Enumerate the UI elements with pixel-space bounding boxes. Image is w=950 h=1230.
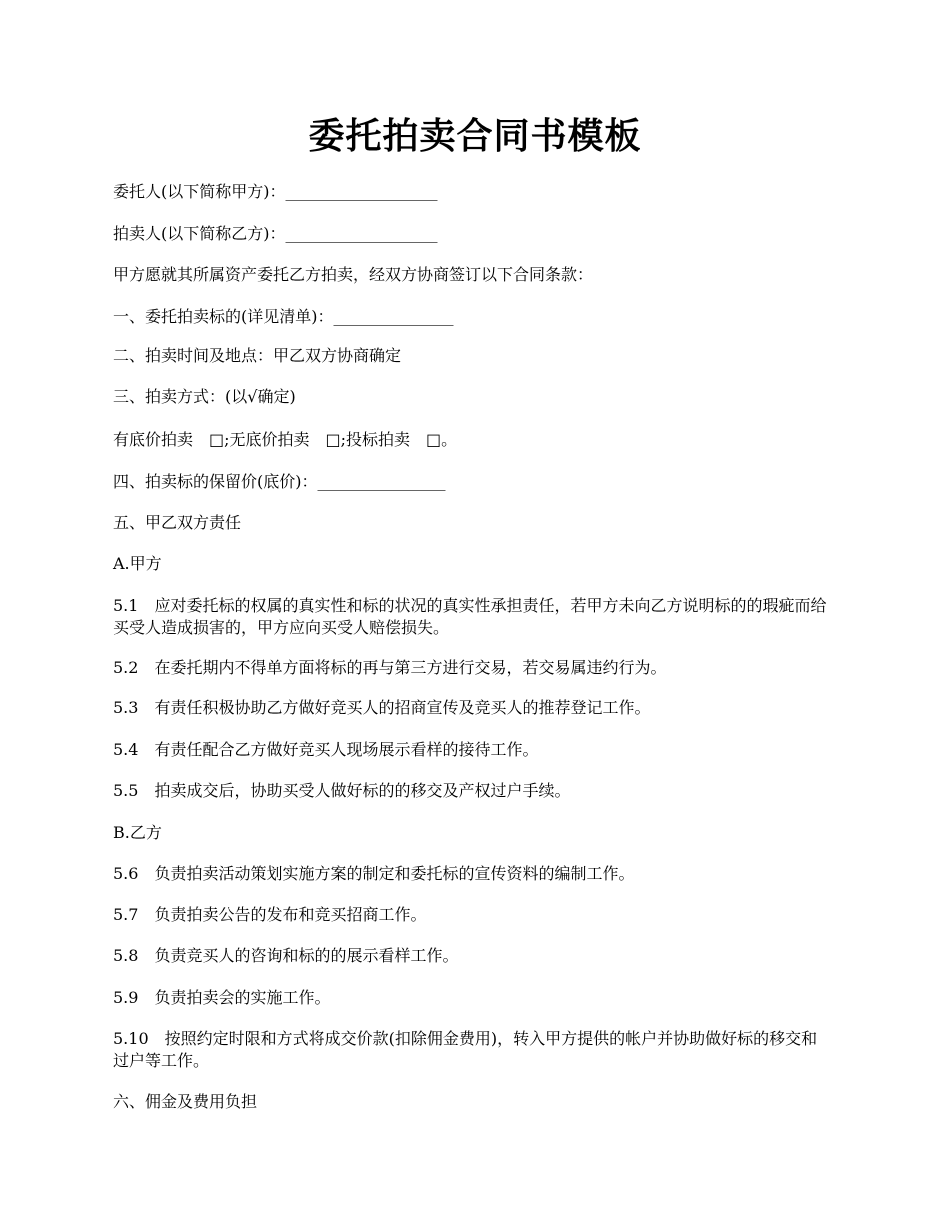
- clause-5-9: 5.9 负责拍卖会的实施工作。: [113, 988, 331, 1007]
- clause-1-subject: 一、委托拍卖标的(详见清单)：_______________: [113, 307, 454, 326]
- clause-intro: 甲方愿就其所属资产委托乙方拍卖，经双方协商签订以下合同条款：: [113, 265, 594, 284]
- document-title: 委托拍卖合同书模板: [308, 115, 642, 157]
- section-a-heading: A.甲方: [113, 554, 162, 573]
- clause-5-1: 5.1 应对委托标的权属的真实性和标的状况的真实性承担责任，若甲方未向乙方说明标的的瑕疵而给买受人造成损害的，甲方应向买受人赔偿损失。: [113, 596, 827, 637]
- clause-3-options: 有底价拍卖 □;无底价拍卖 □;投标拍卖 □。: [113, 430, 458, 449]
- clause-4-reserve-price: 四、拍卖标的保留价(底价)：________________: [113, 472, 446, 491]
- clause-5-7: 5.7 负责拍卖公告的发布和竞买招商工作。: [113, 905, 427, 924]
- clause-auctioneer: 拍卖人(以下简称乙方)：___________________: [113, 224, 438, 243]
- clause-principal: 委托人(以下简称甲方)：___________________: [113, 182, 438, 201]
- clause-5-8: 5.8 负责竞买人的咨询和标的的展示看样工作。: [113, 946, 459, 965]
- clause-5-heading: 五、甲乙双方责任: [113, 513, 242, 532]
- clause-6-heading: 六、佣金及费用负担: [113, 1092, 258, 1111]
- clause-5-2: 5.2 在委托期内不得单方面将标的再与第三方进行交易，若交易属违约行为。: [113, 658, 667, 677]
- clause-5-6: 5.6 负责拍卖活动策划实施方案的制定和委托标的宣传资料的编制工作。: [113, 864, 635, 883]
- clause-3-method: 三、拍卖方式：(以√确定): [113, 387, 296, 406]
- clause-5-4: 5.4 有责任配合乙方做好竞买人现场展示看样的接待工作。: [113, 740, 539, 759]
- section-b-heading: B.乙方: [113, 823, 162, 842]
- clause-5-5: 5.5 拍卖成交后，协助买受人做好标的的移交及产权过户手续。: [113, 781, 571, 800]
- clause-2-time-place: 二、拍卖时间及地点：甲乙双方协商确定: [113, 346, 402, 365]
- clause-5-10: 5.10 按照约定时限和方式将成交价款(扣除佣金费用)，转入甲方提供的帐户并协助做好标的移交和过户等工作。: [113, 1029, 818, 1070]
- clause-5-3: 5.3 有责任积极协助乙方做好竞买人的招商宣传及竞买人的推荐登记工作。: [113, 698, 651, 717]
